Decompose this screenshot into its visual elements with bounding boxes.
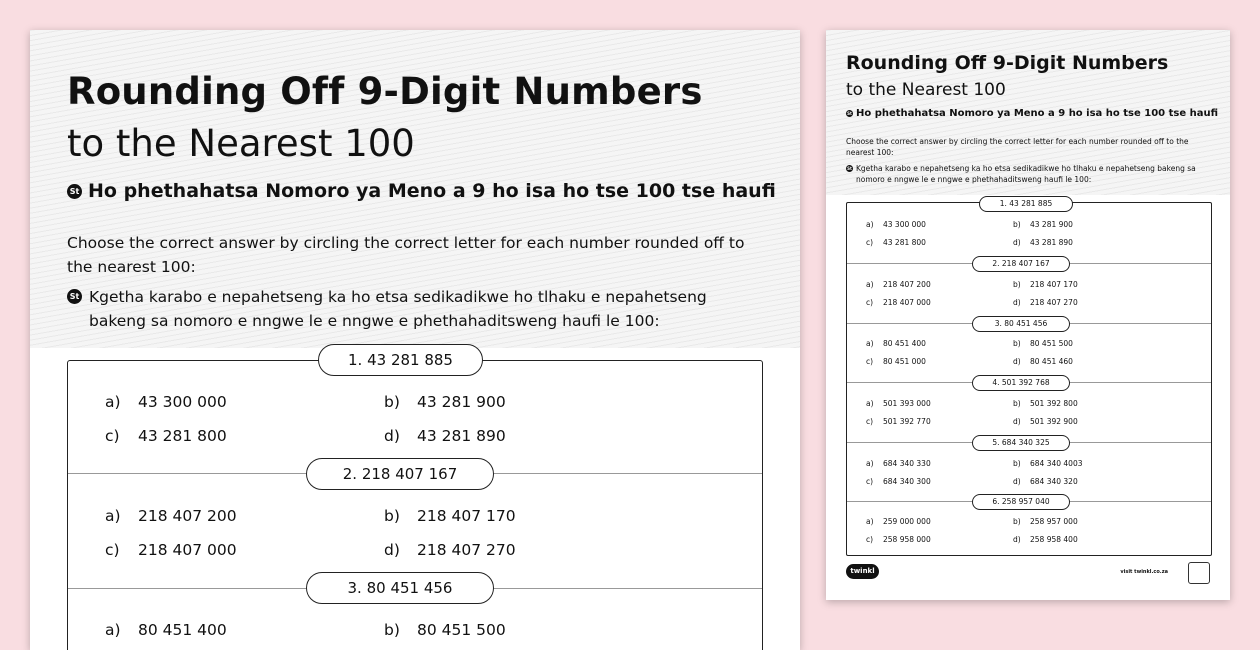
sesotho-badge-icon: St — [847, 166, 852, 171]
answer-option-b[interactable]: b) 218 407 170 — [1013, 280, 1078, 289]
visit-website-text: visit twinkl.co.za — [1120, 569, 1168, 575]
answer-option-d[interactable]: d) 684 340 320 — [1013, 477, 1078, 486]
worksheet-title-line2: to the Nearest 100 — [846, 80, 1006, 100]
answer-option-a[interactable]: a) 259 000 000 — [866, 517, 931, 526]
subtitle-text: Ho phethahatsa Nomoro ya Meno a 9 ho isa ho tse 100 tse haufi — [856, 108, 1218, 119]
worksheet-preview-small — [826, 30, 1230, 600]
question-number-pill: 3. 80 451 456 — [306, 572, 494, 604]
answer-option-b[interactable]: b) 501 392 800 — [1013, 399, 1078, 408]
question-number-pill: 5. 684 340 325 — [972, 435, 1070, 451]
answer-option-c[interactable]: c) 258 958 000 — [866, 535, 931, 544]
answer-option-a[interactable]: a) 43 300 000 — [866, 220, 926, 229]
question-number-pill: 2. 218 407 167 — [972, 256, 1070, 272]
worksheet-footer — [846, 562, 1210, 582]
sesotho-badge-icon: St — [847, 111, 852, 116]
sesotho-badge-icon: St — [67, 289, 82, 304]
worksheet-title: Rounding Off 9-Digit Numbers — [67, 70, 703, 113]
answer-option-b[interactable]: b) 80 451 500 — [384, 621, 506, 639]
answer-option-d[interactable]: d) 43 281 890 — [1013, 238, 1073, 247]
questions-box — [846, 199, 1212, 556]
answer-option-c[interactable]: c) 80 451 000 — [866, 357, 926, 366]
answer-option-a[interactable]: a) 80 451 400 — [105, 621, 227, 639]
answer-option-b[interactable]: b) 218 407 170 — [384, 507, 516, 525]
answer-option-a[interactable]: a) 80 451 400 — [866, 339, 926, 348]
instruction-sesotho-text: Kgetha karabo e nepahetseng ka ho etsa sedikadikwe ho tlhaku e nepahetseng bakeng sa nomoro e nngwe le e nngwe e phethahaditsweng haufi le 100: — [856, 164, 1196, 184]
quality-seal-icon — [1188, 562, 1210, 584]
answer-option-a[interactable]: a) 218 407 200 — [866, 280, 931, 289]
answer-option-b[interactable]: b) 80 451 500 — [1013, 339, 1073, 348]
question-number-pill: 1. 43 281 885 — [979, 196, 1073, 212]
worksheet-subtitle — [67, 180, 776, 202]
answer-option-c[interactable]: c) 43 281 800 — [105, 427, 227, 445]
subtitle-text: Ho phethahatsa Nomoro ya Meno a 9 ho isa ho tse 100 tse haufi — [88, 180, 776, 202]
answer-option-c[interactable]: c) 43 281 800 — [866, 238, 926, 247]
worksheet-subtitle — [846, 108, 1218, 119]
question-number-pill: 2. 218 407 167 — [306, 458, 494, 490]
instruction-english: Choose the correct answer by circling the correct letter for each number rounded off to the nearest 100: — [846, 137, 1189, 157]
answer-option-d[interactable]: d) 501 392 900 — [1013, 417, 1078, 426]
instruction-sesotho-text: Kgetha karabo e nepahetseng ka ho etsa sedikadikwe ho tlhaku e nepahetseng bakeng sa nomoro e nngwe le e nngwe e phethahaditsweng haufi le 100: — [89, 288, 707, 330]
answer-option-d[interactable]: d) 218 407 270 — [1013, 298, 1078, 307]
answer-option-a[interactable]: a) 218 407 200 — [105, 507, 237, 525]
answer-option-d[interactable]: d) 218 407 270 — [384, 541, 516, 559]
question-number-pill: 1. 43 281 885 — [318, 344, 483, 376]
answer-option-a[interactable]: a) 684 340 330 — [866, 459, 931, 468]
answer-option-a[interactable]: a) 43 300 000 — [105, 393, 227, 411]
answer-option-b[interactable]: b) 43 281 900 — [384, 393, 506, 411]
questions-box — [67, 351, 763, 650]
worksheet-title-line2: to the Nearest 100 — [67, 122, 415, 165]
answer-option-b[interactable]: b) 43 281 900 — [1013, 220, 1073, 229]
instruction-sesotho — [846, 163, 1216, 185]
worksheet-title: Rounding Off 9-Digit Numbers — [846, 52, 1169, 74]
answer-option-c[interactable]: c) 501 392 770 — [866, 417, 931, 426]
worksheet-preview-large — [30, 30, 800, 650]
answer-option-a[interactable]: a) 501 393 000 — [866, 399, 931, 408]
answer-option-d[interactable]: d) 43 281 890 — [384, 427, 506, 445]
answer-option-b[interactable]: b) 684 340 4003 — [1013, 459, 1083, 468]
answer-option-c[interactable]: c) 684 340 300 — [866, 477, 931, 486]
answer-option-b[interactable]: b) 258 957 000 — [1013, 517, 1078, 526]
question-number-pill: 6. 258 957 040 — [972, 494, 1070, 510]
twinkl-logo: twinkl — [846, 564, 879, 579]
instruction-english: Choose the correct answer by circling the correct letter for each number rounded off to the nearest 100: — [67, 234, 745, 276]
answer-option-d[interactable]: d) 258 958 400 — [1013, 535, 1078, 544]
question-number-pill: 3. 80 451 456 — [972, 316, 1070, 332]
sesotho-badge-icon: St — [67, 184, 82, 199]
answer-option-c[interactable]: c) 218 407 000 — [866, 298, 931, 307]
answer-option-c[interactable]: c) 218 407 000 — [105, 541, 237, 559]
instruction-sesotho — [67, 285, 767, 333]
question-number-pill: 4. 501 392 768 — [972, 375, 1070, 391]
answer-option-d[interactable]: d) 80 451 460 — [1013, 357, 1073, 366]
